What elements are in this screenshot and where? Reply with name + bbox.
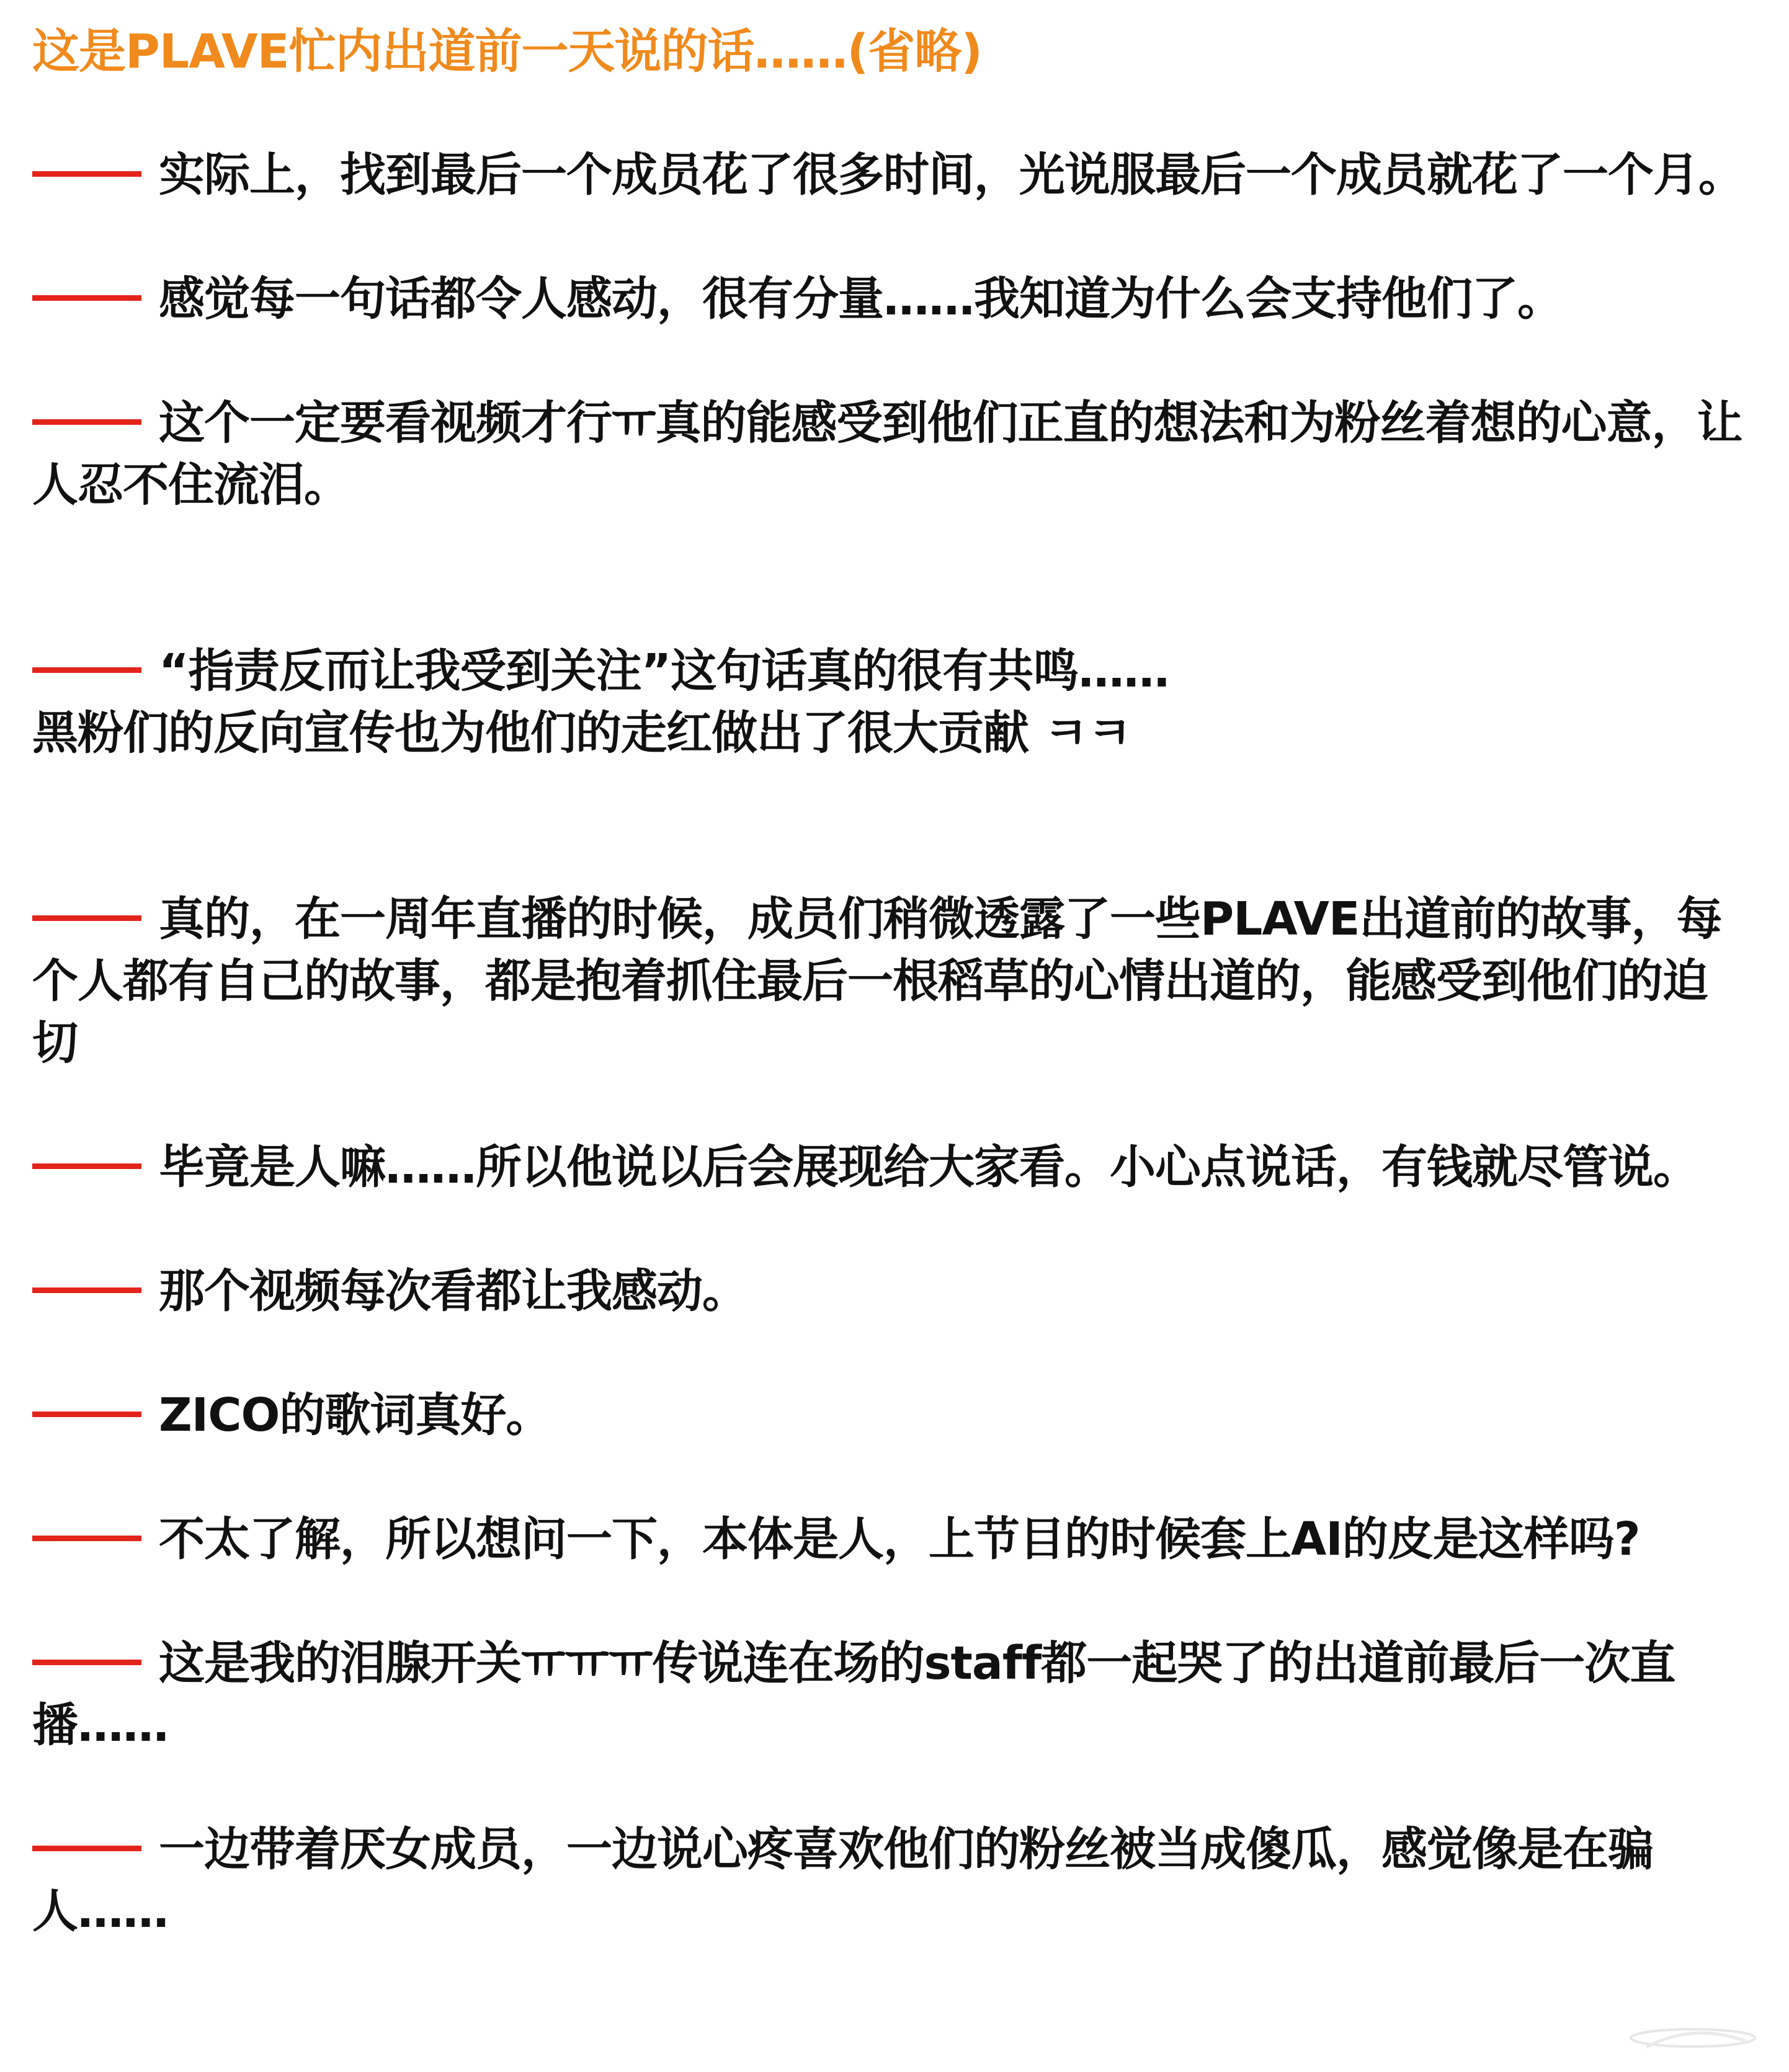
red-dash-marker	[32, 1536, 141, 1541]
comment-text: 毕竟是人嘛……所以他说以后会展现给大家看。小心点说话，有钱就尽管说。	[159, 1140, 1698, 1194]
watermark-logo-icon	[1622, 2010, 1764, 2066]
red-dash-marker	[32, 295, 141, 301]
comment-text: 那个视频每次看都让我感动。	[159, 1265, 747, 1318]
comment-list	[32, 144, 1752, 1942]
comment-text: 真的，在一周年直播的时候，成员们稍微透露了一些PLAVE出道前的故事，每个人都有自己的故事，都是抱着抓住最后一根稻草的心情出道的，能感受到他们的迫切	[32, 892, 1722, 1070]
comment-item	[32, 1508, 1752, 1570]
comment-item	[32, 1632, 1752, 1756]
comment-text: 一边带着厌女成员，一边说心疼喜欢他们的粉丝被当成傻瓜，感觉像是在骗人……	[32, 1823, 1653, 1938]
article-title: 这是PLAVE忙内出道前一天说的话……(省略)	[32, 24, 982, 79]
red-dash-marker	[32, 171, 141, 177]
comment-item	[32, 578, 1752, 764]
comment-item	[32, 888, 1752, 1074]
comment-item	[32, 1818, 1752, 1942]
red-dash-marker	[32, 1163, 141, 1169]
comment-text: ZICO的歌词真好。	[159, 1389, 551, 1442]
comment-text: 不太了解，所以想问一下，本体是人，上节目的时候套上AI的皮是这样吗?	[159, 1513, 1640, 1566]
comment-text: 这个一定要看视频才行ㅠ真的能感受到他们正直的想法和为粉丝着想的心意，让人忍不住流泪。	[32, 396, 1742, 512]
comment-text: 感觉每一句话都令人感动，很有分量……我知道为什么会支持他们了。	[159, 272, 1563, 326]
comment-item	[32, 268, 1752, 330]
comment-item	[32, 1260, 1752, 1322]
comment-text: 这是我的泪腺开关ㅠㅠㅠ传说连在场的staff都一起哭了的出道前最后一次直播……	[32, 1637, 1675, 1752]
comment-item	[32, 144, 1752, 206]
comment-item	[32, 1136, 1752, 1198]
red-dash-marker	[32, 1846, 141, 1851]
red-dash-marker	[32, 915, 141, 921]
comment-item	[32, 392, 1752, 516]
red-dash-marker	[32, 419, 141, 425]
comment-item	[32, 1384, 1752, 1446]
comment-text: “指责反而让我受到关注”这句话真的很有共鸣…… 黑粉们的反向宣传也为他们的走红做出了很大贡献 ㅋㅋ	[32, 644, 1169, 760]
red-dash-marker	[32, 667, 141, 673]
red-dash-marker	[32, 1412, 141, 1417]
red-dash-marker	[32, 1287, 141, 1293]
comment-text: 实际上，找到最后一个成员花了很多时间，光说服最后一个成员就花了一个月。	[159, 148, 1744, 202]
red-dash-marker	[32, 1660, 141, 1665]
